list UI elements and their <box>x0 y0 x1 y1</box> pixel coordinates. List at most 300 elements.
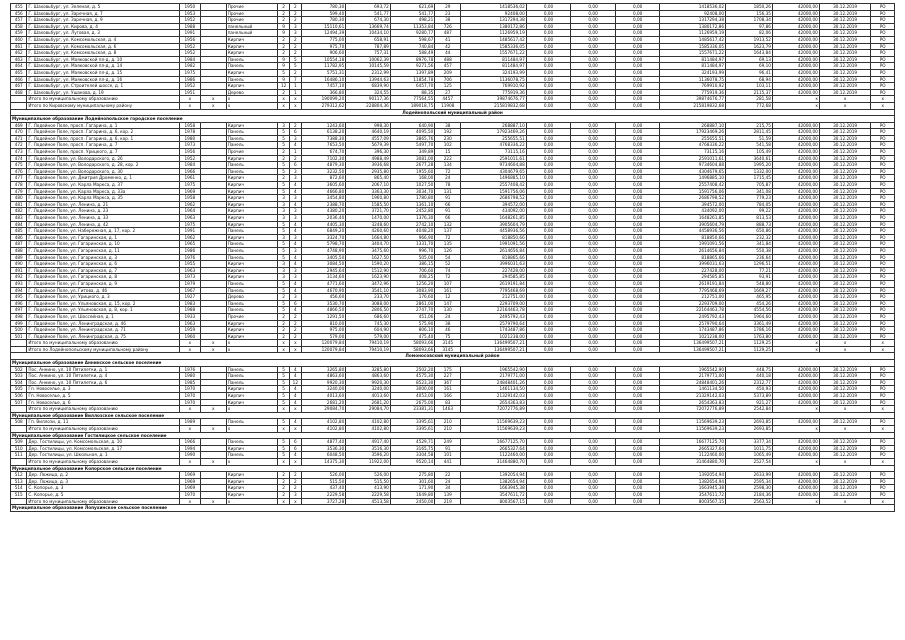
table-cell: 462 <box>11 50 27 57</box>
table-cell: 30.12.2019 <box>819 215 871 222</box>
table-cell: 0,00 <box>571 313 616 320</box>
table-cell: 24 <box>435 175 461 182</box>
table-row <box>11 182 895 189</box>
table-cell: 38 <box>435 122 461 129</box>
table-cell: 30.12.2019 <box>819 445 871 452</box>
table-cell: Дер. Гостилицы, ул. Комсомольская, д. 10 <box>27 439 179 446</box>
table-cell: Прочие <box>226 149 278 156</box>
table-cell: 1983 <box>179 300 200 307</box>
table-cell: Кирпич <box>226 478 278 485</box>
table-cell: РО <box>871 241 895 248</box>
table-cell: 0,00 <box>615 399 660 406</box>
table-cell: Итого по муниципальному образованию <box>27 406 179 413</box>
table-cell: 2595,34 <box>726 478 773 485</box>
table-cell: 5 <box>278 129 290 136</box>
table-cell: 1975 <box>179 182 200 189</box>
table-cell: 0,00 <box>615 162 660 169</box>
table-cell: Дер. Гостилицы, ул. Комсомольская, д. 17 <box>27 445 179 452</box>
table-cell: x <box>226 406 278 413</box>
table-cell: 8003567,15 <box>461 498 527 505</box>
table-cell: Г. Лодейное Поле, ул. Гагаринская, д. 10 <box>27 241 179 248</box>
table-cell: 498,21 <box>390 17 435 24</box>
table-cell: 42000,00 <box>772 254 819 261</box>
table-cell: 189018,75 <box>390 102 435 109</box>
table-cell: 294585,85 <box>660 274 726 281</box>
table-cell: 29 <box>435 4 461 11</box>
table-cell: РО <box>871 182 895 189</box>
table-cell: 1743487,86 <box>461 327 527 334</box>
table-cell: 0,00 <box>571 393 616 400</box>
table-cell: Г. Лодейное Поле, ул. Карла Маркса, д. 33а <box>27 188 179 195</box>
table-cell: 255655,51 <box>660 135 726 142</box>
table-cell: 30.12.2019 <box>819 89 871 96</box>
table-cell: x <box>200 406 226 413</box>
table-cell: 4 <box>289 201 301 208</box>
table-cell: 0,00 <box>526 333 571 340</box>
table-cell: 0,00 <box>571 247 616 254</box>
table-cell: 9 <box>278 63 290 70</box>
table-cell: 484 <box>11 221 27 228</box>
table-cell: 0,00 <box>526 247 571 254</box>
table-cell: 42000,00 <box>772 195 819 202</box>
table-cell: x <box>772 96 819 103</box>
table-cell: 22164463,78 <box>660 307 726 314</box>
table-cell: 461 <box>11 43 27 50</box>
table-cell: 2450,00 <box>390 498 435 505</box>
table-cell: 1317294,38 <box>660 17 726 24</box>
table-cell: 0,00 <box>571 439 616 446</box>
table-cell: РО <box>871 419 895 426</box>
table-cell: РО <box>871 287 895 294</box>
table-cell: 11908 <box>435 102 461 109</box>
district-header-row <box>11 109 895 116</box>
table-cell: 598,67 <box>390 36 435 43</box>
table-cell: 42000,00 <box>772 280 819 287</box>
table-cell: 2 <box>278 43 290 50</box>
table-cell: 640,90 <box>390 122 435 129</box>
table-cell: 77564,55 <box>390 96 435 103</box>
table-cell: 0,00 <box>526 379 571 386</box>
table-cell <box>11 96 27 103</box>
table-cell: 22164463,78 <box>461 307 527 314</box>
table-cell: 1418536,02 <box>660 4 726 11</box>
table-cell: 42000,00 <box>772 300 819 307</box>
table-cell: РО <box>871 366 895 373</box>
table-cell: 30.12.2019 <box>819 23 871 30</box>
table-cell: 12 <box>278 83 290 90</box>
table-cell: x <box>200 340 226 347</box>
table-cell: 0,00 <box>615 221 660 228</box>
table-cell: 0,00 <box>615 452 660 459</box>
table-cell: 500 <box>11 327 27 334</box>
table-row <box>11 320 895 327</box>
table-cell: 3 <box>278 201 290 208</box>
table-cell: 4 <box>289 386 301 393</box>
table-cell: 192 <box>435 129 461 136</box>
table-cell: 604,90 <box>346 327 391 334</box>
table-row <box>11 452 895 459</box>
table-cell: 4102,80 <box>301 419 346 426</box>
table-cell <box>11 458 27 465</box>
table-cell: 171,90 <box>390 485 435 492</box>
table-cell: 0,00 <box>526 426 571 433</box>
table-cell: 5 <box>278 386 290 393</box>
table-cell: 3134,60 <box>301 274 346 281</box>
table-cell: 1585336,05 <box>660 43 726 50</box>
table-cell <box>200 452 226 459</box>
table-cell: Кирпич <box>226 43 278 50</box>
table-cell: 0,00 <box>526 267 571 274</box>
table-cell: 0,00 <box>615 23 660 30</box>
table-cell: 483 <box>11 215 27 222</box>
table-cell: 0,00 <box>526 96 571 103</box>
table-cell: 0,00 <box>571 294 616 301</box>
table-cell: Г. Лодейное Поле, ул. Набережная, д. 17, кор. 2 <box>27 228 179 235</box>
table-cell: 2 <box>289 43 301 50</box>
table-cell: 4102,80 <box>301 426 346 433</box>
table-cell: 3 <box>278 122 290 129</box>
register-table <box>10 3 895 512</box>
table-cell: 30.12.2019 <box>819 333 871 340</box>
table-cell: 4768336,22 <box>461 142 527 149</box>
table-cell <box>200 307 226 314</box>
table-cell: 818865,66 <box>461 254 527 261</box>
table-cell: 1989 <box>179 419 200 426</box>
table-cell: 30.12.2019 <box>819 188 871 195</box>
table-cell: Прочие <box>226 10 278 17</box>
table-cell: 3536,30 <box>301 445 346 452</box>
table-cell <box>200 56 226 63</box>
table-cell: РО <box>871 373 895 380</box>
table-cell: 4575,30 <box>390 373 435 380</box>
table-cell: 482 <box>11 208 27 215</box>
table-cell <box>200 287 226 294</box>
table-cell: 1 <box>289 89 301 96</box>
table-cell: РО <box>871 142 895 149</box>
table-cell: 42000,00 <box>772 201 819 208</box>
table-cell: 0,00 <box>615 261 660 268</box>
table-row <box>11 195 895 202</box>
table-cell: x <box>278 96 290 103</box>
table-cell: РО <box>871 10 895 17</box>
table-cell: 0,00 <box>571 89 616 96</box>
table-cell: 3 <box>278 274 290 281</box>
table-cell: РО <box>871 83 895 90</box>
table-cell: 4866,50 <box>301 307 346 314</box>
table-cell <box>200 30 226 37</box>
table-cell: 480 <box>11 195 27 202</box>
table-cell <box>200 478 226 485</box>
table-cell: 6457,70 <box>390 83 435 90</box>
table-cell: 4 <box>289 452 301 459</box>
table-cell: 2 <box>278 175 290 182</box>
table-row <box>11 294 895 301</box>
table-cell <box>200 43 226 50</box>
table-cell: 42000,00 <box>772 50 819 57</box>
table-cell: 42000,00 <box>772 122 819 129</box>
table-cell: Г. Лодейное Поле, ул. Гагаринская, д. 1 <box>27 234 179 241</box>
table-cell: 2945,64 <box>301 267 346 274</box>
table-cell: 30.12.2019 <box>819 43 871 50</box>
table-cell: 5 <box>278 300 290 307</box>
table-cell: 2452,80 <box>390 208 435 215</box>
table-cell <box>200 274 226 281</box>
table-cell: 0,00 <box>571 327 616 334</box>
table-cell: 0,00 <box>526 458 571 465</box>
table-cell: 740,84 <box>390 43 435 50</box>
table-cell: 0,00 <box>615 254 660 261</box>
table-cell: 0,00 <box>615 333 660 340</box>
table-cell: Панель <box>226 419 278 426</box>
table-cell: 42000,00 <box>772 76 819 83</box>
table-cell: 1485617,42 <box>461 36 527 43</box>
table-cell: 51,59 <box>726 135 773 142</box>
table-cell: x <box>226 426 278 433</box>
table-cell: 1021238,00 <box>461 333 527 340</box>
table-cell: 4 <box>289 241 301 248</box>
table-cell: 255655,51 <box>461 135 527 142</box>
table-cell: 5 <box>278 142 290 149</box>
table-cell: 120079,84 <box>301 340 346 347</box>
table-cell: 0,00 <box>571 50 616 57</box>
table-cell: 4013,60 <box>301 393 346 400</box>
table-cell <box>200 135 226 142</box>
table-cell: 42000,00 <box>772 366 819 373</box>
table-cell: Кирпич <box>226 261 278 268</box>
table-cell: 0,00 <box>615 472 660 479</box>
table-cell: 14375,30 <box>301 458 346 465</box>
table-cell: РО <box>871 221 895 228</box>
table-cell: 3034,70 <box>390 188 435 195</box>
table-cell: 6048,50 <box>301 452 346 459</box>
table-cell: Г. Лодейное Поле, ул. Карла Маркса, д. 35 <box>27 195 179 202</box>
table-cell: 52 <box>435 261 461 268</box>
table-cell: x <box>289 340 301 347</box>
table-cell <box>200 386 226 393</box>
table-cell: 440,18 <box>726 373 773 380</box>
table-cell: Дерево <box>226 294 278 301</box>
table-cell: 5 <box>278 254 290 261</box>
table-cell: 813,53 <box>726 215 773 222</box>
table-cell: 2542,84 <box>726 406 773 413</box>
table-cell: 505 <box>11 386 27 393</box>
table-cell: 0,00 <box>615 439 660 446</box>
table-cell: 3084,50 <box>301 261 346 268</box>
table-cell: РО <box>871 168 895 175</box>
table-row <box>11 472 895 479</box>
table-cell: x <box>289 498 301 505</box>
table-cell: 0,00 <box>526 162 571 169</box>
table-cell: 2 <box>289 122 301 129</box>
total-row <box>11 96 895 103</box>
table-cell: 0,00 <box>571 241 616 248</box>
table-cell: 3404,70 <box>346 241 391 248</box>
table-cell: РО <box>871 188 895 195</box>
table-cell: РО <box>871 267 895 274</box>
table-cell: 4095,50 <box>390 129 435 136</box>
table-cell: 811484,97 <box>660 56 726 63</box>
section-title: Муниципальное образование Гостилицкое сельское поселение <box>11 432 895 439</box>
table-cell: x <box>226 340 278 347</box>
table-row <box>11 30 895 37</box>
table-cell: 496 <box>11 300 27 307</box>
table-cell: 1995,20 <box>726 162 773 169</box>
table-cell: 0,00 <box>615 155 660 162</box>
table-cell: 134 <box>435 162 461 169</box>
table-cell: 22 <box>435 472 461 479</box>
table-cell: РО <box>871 313 895 320</box>
table-cell: Дер. Ложица, д. 3 <box>27 478 179 485</box>
table-cell: 27 <box>435 89 461 96</box>
table-cell: 0,00 <box>526 208 571 215</box>
table-cell: 4670,90 <box>301 287 346 294</box>
table-cell: Прочие <box>226 4 278 11</box>
table-cell: 72072776,89 <box>461 406 527 413</box>
table-cell: Панель <box>226 56 278 63</box>
table-cell: 0,00 <box>571 142 616 149</box>
table-cell: 1648261,85 <box>660 215 726 222</box>
table-cell: 31464880,70 <box>660 458 726 465</box>
table-row <box>11 43 895 50</box>
table-cell: 9734604,88 <box>461 162 527 169</box>
table-cell: 1463 <box>435 406 461 413</box>
table-cell <box>200 175 226 182</box>
table-cell: 4988,49 <box>346 155 391 162</box>
table-cell: 499 <box>11 320 27 327</box>
table-cell: 13944,63 <box>346 76 391 83</box>
table-cell: 2229,58 <box>346 491 391 498</box>
table-cell: 0,00 <box>615 168 660 175</box>
table-cell: 1958 <box>179 195 200 202</box>
table-cell: 107 <box>435 280 461 287</box>
table-cell: 0,00 <box>615 175 660 182</box>
table-cell: 4529,71 <box>390 439 435 446</box>
table-row <box>11 307 895 314</box>
table-cell: 0,00 <box>571 346 616 353</box>
table-cell: x <box>819 458 871 465</box>
table-cell: 3395,61 <box>390 419 435 426</box>
table-cell: 0,00 <box>526 287 571 294</box>
table-cell: 30.12.2019 <box>819 327 871 334</box>
register-page <box>10 3 895 512</box>
table-cell: 4 <box>289 261 301 268</box>
table-row <box>11 491 895 498</box>
table-cell: 0,00 <box>526 254 571 261</box>
table-cell: Г. Лодейное Поле, просп. Гагарина, д. 7 <box>27 142 179 149</box>
table-cell: 11782,95 <box>301 63 346 70</box>
table-cell: 515,50 <box>301 478 346 485</box>
table-cell: Итого по Кировскому муниципальному району <box>27 102 179 109</box>
table-cell: 93,91 <box>726 274 773 281</box>
table-cell: 2 <box>289 69 301 76</box>
table-cell: 1786,16 <box>726 327 773 334</box>
table-cell <box>200 36 226 43</box>
table-cell: 1955,60 <box>390 168 435 175</box>
table-cell <box>200 485 226 492</box>
table-cell: 5 <box>278 241 290 248</box>
table-cell: 72 <box>435 274 461 281</box>
table-cell: Кирпич <box>226 83 278 90</box>
table-cell: 30.12.2019 <box>819 452 871 459</box>
table-cell: 3405,50 <box>301 254 346 261</box>
table-cell: 0,00 <box>615 17 660 24</box>
table-row <box>11 142 895 149</box>
table-cell: 0,00 <box>615 63 660 70</box>
table-cell: РО <box>871 50 895 57</box>
table-cell: x <box>772 458 819 465</box>
table-cell: 97,86 <box>726 23 773 30</box>
table-cell: 4304679,65 <box>660 168 726 175</box>
table-cell: 23381,31 <box>390 406 435 413</box>
table-cell: 219 <box>435 498 461 505</box>
table-cell: 4666,80 <box>301 188 346 195</box>
table-cell: 42000,00 <box>772 135 819 142</box>
table-cell: 1966 <box>179 439 200 446</box>
table-cell: Г. Лодейное Поле, ул. Ульяновская, д. 15, кор. 2 <box>27 300 179 307</box>
table-cell: 3547611,72 <box>660 491 726 498</box>
table-cell: x <box>289 406 301 413</box>
table-cell: 209 <box>435 69 461 76</box>
table-cell: 3 <box>278 195 290 202</box>
table-cell: 9 <box>278 23 290 30</box>
table-cell: 2681,20 <box>346 399 391 406</box>
table-cell: 0,00 <box>571 452 616 459</box>
table-cell: 975,00 <box>301 327 346 334</box>
table-cell: 1763,80 <box>726 333 773 340</box>
table-cell: 0,00 <box>571 280 616 287</box>
table-cell: 4 <box>289 254 301 261</box>
table-cell: 42000,00 <box>772 89 819 96</box>
table-cell: Г. Шаховьбург, ул. Ушакова, д. 19 <box>27 89 179 96</box>
table-cell: 2665327,64 <box>660 445 726 452</box>
table-cell <box>200 228 226 235</box>
table-cell: 2557408,42 <box>660 182 726 189</box>
table-cell: 3996031,63 <box>461 261 527 268</box>
table-cell: 0,00 <box>615 498 660 505</box>
table-cell: Г. Лодейное Поле, ул. Володарского, д. 28, кор. 2 <box>27 162 179 169</box>
table-cell: 79410,19 <box>346 346 391 353</box>
table-cell: 0,00 <box>526 17 571 24</box>
table-cell: Панель <box>226 287 278 294</box>
table-cell: 2654363,83 <box>461 399 527 406</box>
table-cell: 0,00 <box>526 50 571 57</box>
table-cell: 38 <box>435 320 461 327</box>
table-cell: 0,00 <box>526 300 571 307</box>
table-cell: 2 <box>278 36 290 43</box>
table-cell: Прочие <box>226 313 278 320</box>
table-cell: 0,00 <box>526 149 571 156</box>
table-cell <box>200 320 226 327</box>
table-cell: 0,00 <box>526 23 571 30</box>
table-cell: 0,00 <box>526 491 571 498</box>
table-cell: 12 <box>289 379 301 386</box>
table-cell: 811484,97 <box>660 63 726 70</box>
table-cell: 2495792,43 <box>461 313 527 320</box>
table-cell: 0,00 <box>526 228 571 235</box>
table-cell: 2563,52 <box>726 498 773 505</box>
table-cell: 42000,00 <box>772 162 819 169</box>
table-cell: 5 <box>278 287 290 294</box>
table-cell: 1256,20 <box>390 280 435 287</box>
table-cell: 0,00 <box>615 234 660 241</box>
table-cell: 42000,00 <box>772 63 819 70</box>
table-cell: 222 <box>435 155 461 162</box>
table-cell: 30.12.2019 <box>819 274 871 281</box>
table-cell <box>200 63 226 70</box>
table-cell: 1984 <box>179 56 200 63</box>
table-cell: 17923469,26 <box>660 129 726 136</box>
table-cell: Гп. Виллози, д. 11 <box>27 419 179 426</box>
